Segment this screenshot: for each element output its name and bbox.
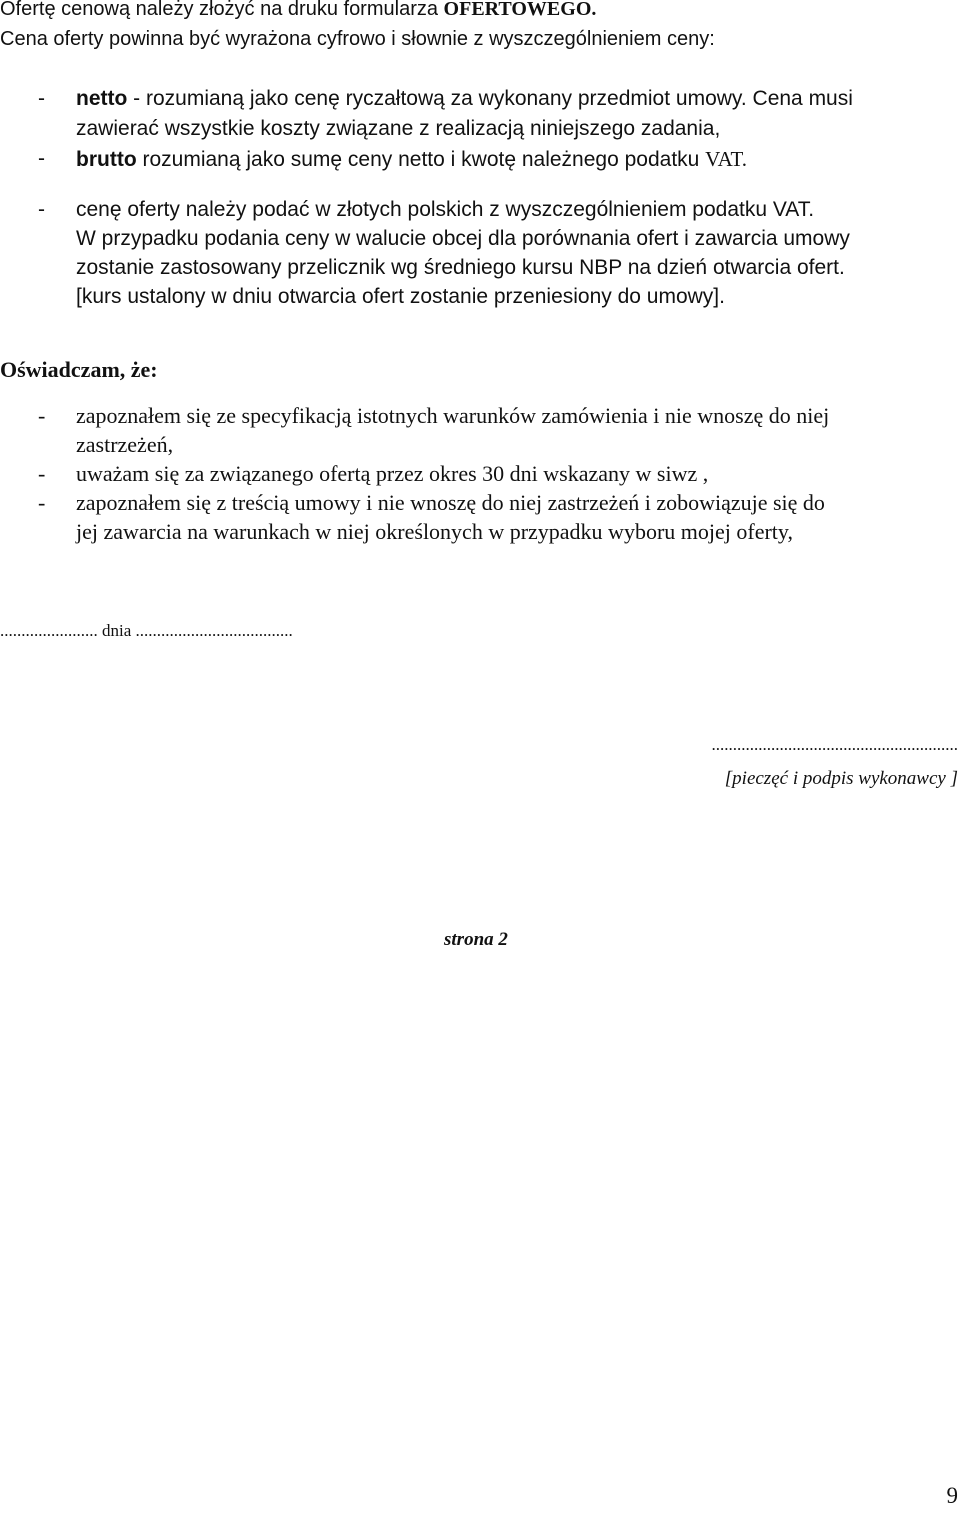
declaration-item-3-line-2: jej zawarcia na warunkach w niej określonych w przypadku wyboru mojej oferty, (76, 519, 793, 544)
dash-currency: - (38, 198, 45, 221)
declaration-item-3-line-1: zapoznałem się z treścią umowy i nie wnoszę do niej zastrzeżeń i zobowiązuje się do (76, 490, 825, 515)
declaration-item-1-line-2: zastrzeżeń, (76, 432, 174, 457)
brutto-label: brutto (76, 148, 137, 171)
dash-item-1: - (38, 403, 46, 428)
dash-item-3: - (38, 490, 46, 515)
brutto-line (76, 146, 747, 173)
page-number: 9 (946, 1483, 958, 1508)
declaration-item-1-line-1: zapoznałem się ze specyfikacją istotnych warunków zamówienia i nie wnoszę do niej (76, 403, 830, 428)
currency-line-3: zostanie zastosowany przelicznik wg średniego kursu NBP na dzień otwarcia ofert. (76, 256, 845, 279)
place-date-line: ....................... dnia ..................................... (0, 621, 293, 640)
dash-netto: - (38, 87, 45, 110)
brutto-text: rozumianą jako sumę ceny netto i kwotę należnego podatku (136, 148, 706, 171)
netto-line (76, 86, 853, 112)
currency-line-4: [kurs ustalony w dniu otwarcia ofert zostanie przeniesiony do umowy]. (76, 285, 725, 308)
currency-line-2: W przypadku podania ceny w walucie obcej dla porównania ofert i zawarcia umowy (76, 227, 850, 250)
dash-item-2: - (38, 461, 46, 486)
declaration-heading: Oświadczam, że: (0, 357, 158, 382)
netto-text: - rozumianą jako cenę ryczałtową za wykonany przedmiot umowy. Cena musi (127, 87, 853, 110)
signature-dots: .......................................................... (711, 735, 958, 754)
declaration-item-2: uważam się za związanego ofertą przez okres 30 dni wskazany w siwz , (76, 461, 709, 486)
intro-line-2: Cena oferty powinna być wyrażona cyfrowo i słownie z wyszczególnieniem ceny: (0, 28, 715, 50)
currency-line-1: cenę oferty należy podać w złotych polskich z wyszczególnieniem podatku VAT. (76, 198, 815, 221)
dash-brutto: - (38, 147, 45, 170)
intro-line-1 (0, 0, 596, 22)
brutto-vat: VAT. (705, 147, 747, 171)
netto-label: netto (76, 87, 128, 110)
signature-label: [pieczęć i podpis wykonawcy ] (724, 768, 958, 789)
intro-text: Ofertę cenową należy złożyć na druku formularza (0, 0, 444, 20)
form-name: OFERTOWEGO. (443, 0, 597, 20)
page-label: strona 2 (444, 929, 508, 950)
netto-continuation: zawierać wszystkie koszty związane z realizacją niniejszego zadania, (76, 117, 721, 140)
